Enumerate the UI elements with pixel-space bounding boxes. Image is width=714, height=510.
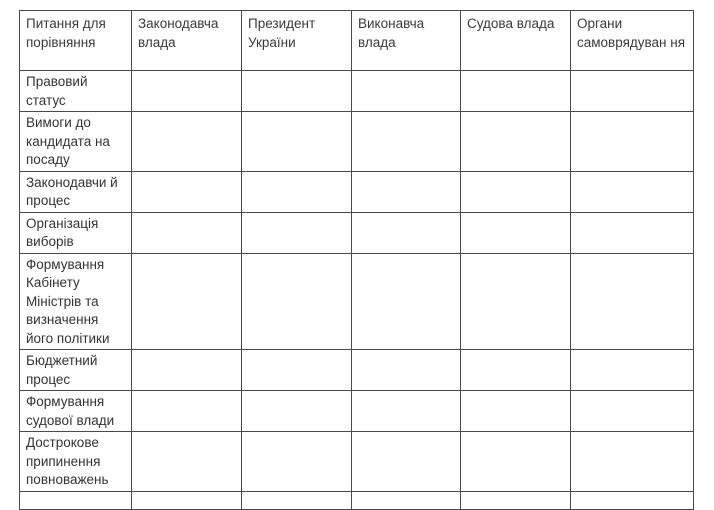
header-cell-comparison-question: Питання для порівняння [20, 11, 132, 71]
table-cell [461, 350, 571, 391]
row-label-legal-status: Правовий статус [20, 71, 132, 112]
table-cell [132, 212, 242, 253]
table-row [20, 350, 694, 391]
table-row [20, 391, 694, 432]
row-label-judiciary-formation: Формування судової влади [20, 391, 132, 432]
header-cell-legislative-power: Законодавча влада [132, 11, 242, 71]
table-row [20, 432, 694, 492]
table-cell [242, 212, 352, 253]
header-cell-self-government: Органи самоврядуван ня [571, 11, 694, 71]
table-cell [571, 71, 694, 112]
table-cell [242, 253, 352, 350]
table-row-empty [20, 491, 694, 509]
table-cell [571, 432, 694, 492]
table-cell [242, 71, 352, 112]
table-row [20, 253, 694, 350]
table-cell [352, 253, 461, 350]
table-cell [352, 432, 461, 492]
table-cell [242, 391, 352, 432]
table-cell [132, 171, 242, 212]
table-cell [242, 171, 352, 212]
table-cell [461, 171, 571, 212]
table-cell [132, 391, 242, 432]
table-cell [352, 391, 461, 432]
row-label-budget-process: Бюджетний процес [20, 350, 132, 391]
table-cell [132, 112, 242, 172]
table-row [20, 171, 694, 212]
table-cell [132, 491, 242, 509]
table-cell [461, 391, 571, 432]
table-cell [242, 491, 352, 509]
table-cell [571, 212, 694, 253]
table-cell [571, 171, 694, 212]
table-cell [461, 212, 571, 253]
table-row [20, 71, 694, 112]
table-cell [352, 350, 461, 391]
table-cell [132, 253, 242, 350]
table-cell [461, 491, 571, 509]
header-cell-judicial-power: Судова влада [461, 11, 571, 71]
table-row [20, 112, 694, 172]
header-cell-president: Президент України [242, 11, 352, 71]
comparison-table [19, 10, 694, 510]
table-cell [571, 350, 694, 391]
row-label-cabinet-formation: Формування Кабінету Міністрів та визначення його політики [20, 253, 132, 350]
table-cell [132, 71, 242, 112]
table-cell [242, 112, 352, 172]
row-label-candidate-requirements: Вимоги до кандидата на посаду [20, 112, 132, 172]
row-label-legislative-process: Законодавчи й процес [20, 171, 132, 212]
table-cell [242, 432, 352, 492]
table-cell [461, 112, 571, 172]
table-cell [461, 253, 571, 350]
table-cell [132, 350, 242, 391]
table-cell [132, 432, 242, 492]
table-row [20, 212, 694, 253]
table-cell [352, 212, 461, 253]
table-cell [571, 253, 694, 350]
table-cell [352, 491, 461, 509]
header-cell-executive-power: Виконавча влада [352, 11, 461, 71]
table-cell [571, 491, 694, 509]
table-header-row [20, 11, 694, 71]
table-cell [352, 71, 461, 112]
table-cell [352, 171, 461, 212]
table-cell [461, 432, 571, 492]
row-label-empty [20, 491, 132, 509]
row-label-early-termination: Дострокове припинення повноважень [20, 432, 132, 492]
row-label-elections: Організація виборів [20, 212, 132, 253]
table-cell [461, 71, 571, 112]
table-cell [571, 112, 694, 172]
table-cell [352, 112, 461, 172]
table-cell [571, 391, 694, 432]
table-cell [242, 350, 352, 391]
